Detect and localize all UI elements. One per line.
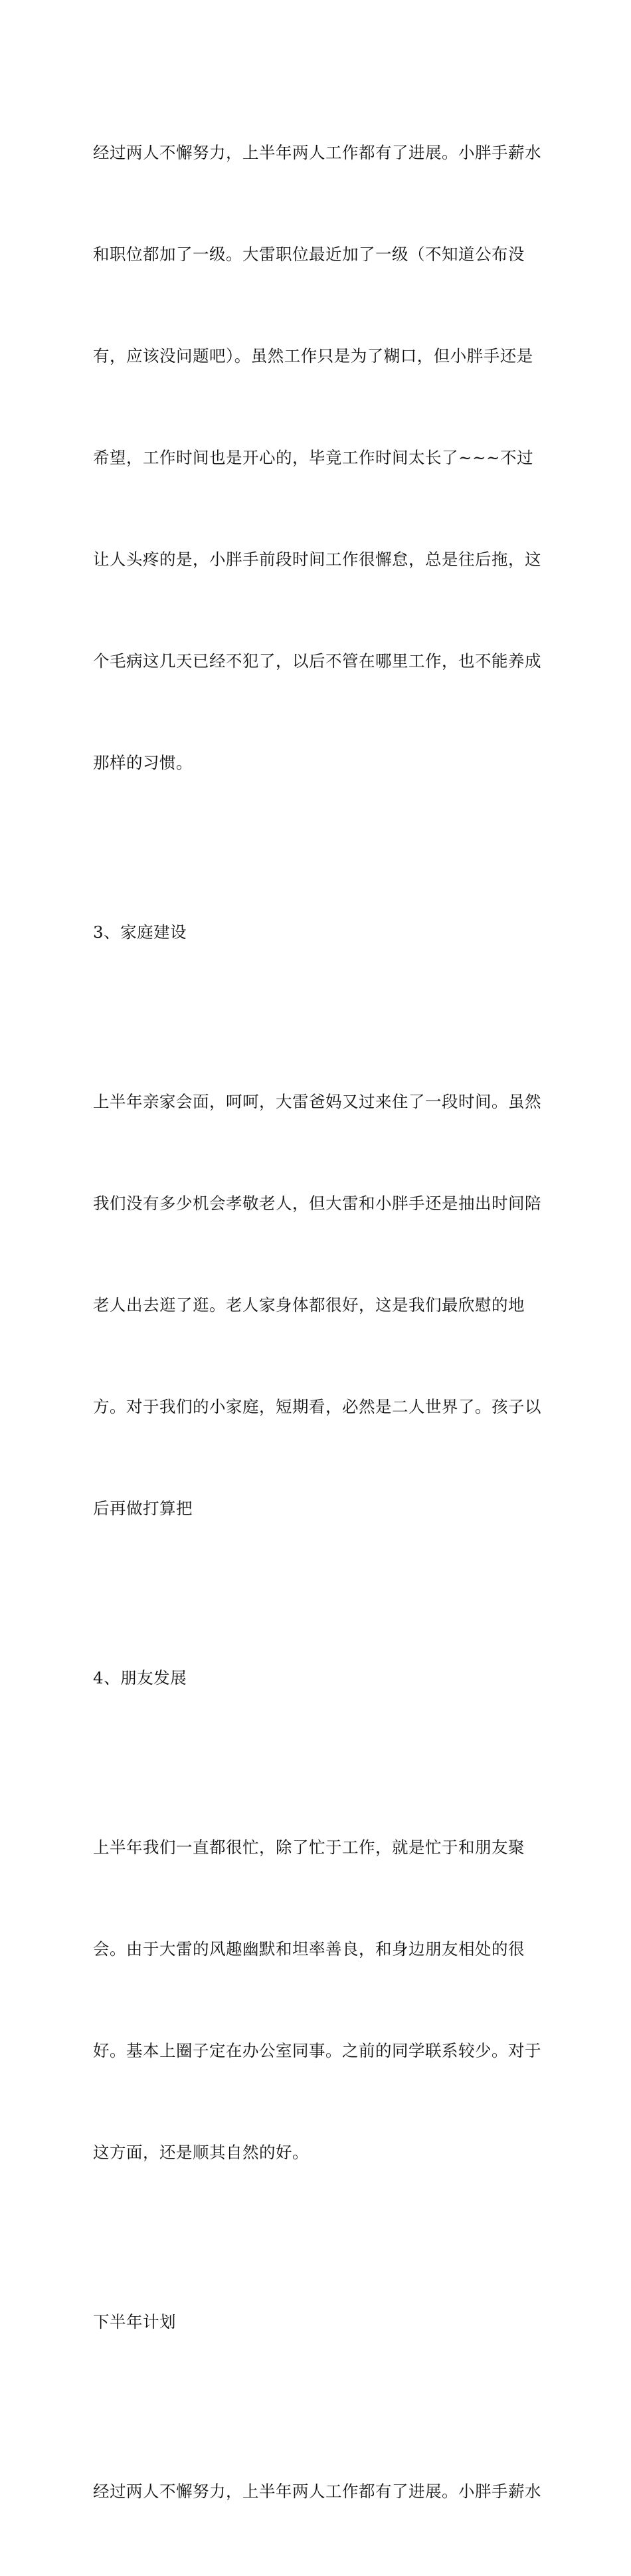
text-line: 方。对于我们的小家庭，短期看，必然是二人世界了。孩子以 [93,1397,541,1416]
text-line: 上半年我们一直都很忙，除了忙于工作，就是忙于和朋友聚 [93,1838,525,1857]
heading-text: 3、家庭建设 [93,922,187,942]
text-line: 那样的习惯。 [93,753,193,772]
paragraph-next-half [93,2407,551,2576]
paragraph-family [93,1017,551,1593]
heading-text: 下半年计划 [93,2312,176,2331]
text-line: 有，应该没问题吧）。虽然工作只是为了糊口，但小胖手还是 [93,346,533,366]
text-line: 后再做打算把 [93,1499,193,1518]
section-heading-friends [93,1593,551,1763]
document-body [93,68,551,2576]
text-line: 我们没有多少机会孝敬老人，但大雷和小胖手还是抽出时间陪 [93,1194,541,1213]
text-line: 希望，工作时间也是开心的，毕竟工作时间太长了~~~不过 [93,448,534,467]
text-line: 上半年亲家会面，呵呵，大雷爸妈又过来住了一段时间。虽然 [93,1092,541,1111]
text-line: 这方面，还是顺其自然的好。 [93,2143,309,2162]
text-line: 好。基本上圈子定在办公室同事。之前的同学联系较少。对于 [93,2041,541,2060]
paragraph-work-progress [93,68,551,847]
text-line: 经过两人不懈努力，上半年两人工作都有了进展。小胖手薪水 [93,2482,541,2501]
section-heading-next-half [93,2237,551,2407]
text-line: 会。由于大雷的风趣幽默和坦率善良，和身边朋友相处的很 [93,1939,525,1959]
paragraph-friends [93,1763,551,2237]
text-line: 让人头疼的是，小胖手前段时间工作很懈怠，总是往后拖，这 [93,550,541,569]
text-line: 老人出去逛了逛。老人家身体都很好，这是我们最欣慰的地 [93,1295,525,1315]
text-line: 个毛病这几天已经不犯了，以后不管在哪里工作，也不能养成 [93,651,541,671]
section-heading-family [93,847,551,1017]
heading-text: 4、朋友发展 [93,1668,187,1687]
text-line: 和职位都加了一级。大雷职位最近加了一级（不知道公布没 [93,245,525,264]
text-line: 经过两人不懈努力，上半年两人工作都有了进展。小胖手薪水 [93,143,541,162]
